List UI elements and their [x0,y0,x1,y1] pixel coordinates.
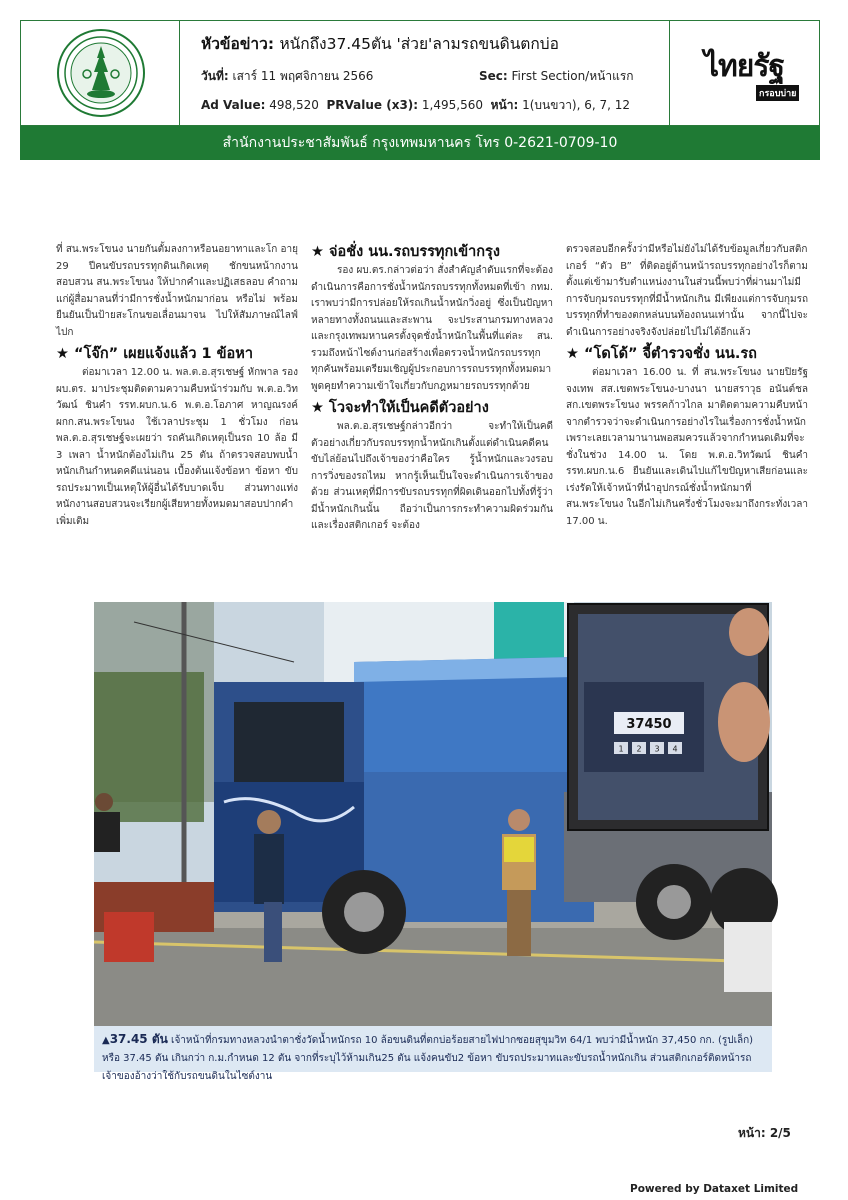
office-bar: สำนักงานประชาสัมพันธ์ กรุงเทพมหานคร โทร 0-2621-0709-10 [20,126,820,160]
paragraph: ตรวจสอบอีกครั้งว่ามีหรือไม่ยังไม่ได้รับข้อมูลเกี่ยวกับสติกเกอร์ “ตัว B” ที่ติดอยู่ด้านหน้ารถบรรทุกอย่างไรก็ตามตั้งแต่เข้ามารับตำแหน่งงานในส่วนนี้พบว่าที่ผ่านมาไม่มีการจับกุมรถบรรทุกที่มีน้ำหนักเกิน มีเพียงแต่การจับกุมรถบรรทุกที่ทำของตกหล่นบนท้องถนนเท่านั้น จากนี้ไปจะดำเนินการอย่างจริงจังปล่อยไปไม่ได้อีกแล้ว [566,244,808,338]
article-body [56,242,808,592]
newspaper-logo: ไทยรัฐ [703,49,785,84]
keypad-key: 3 [654,744,660,754]
edition-badge: กรอบบ่าย [756,85,799,101]
keypad-key: 2 [636,744,642,754]
article-info [179,21,669,125]
date-row: วันที่: เสาร์ 11 พฤศจิกายน 2566 [201,69,374,83]
headline: หัวข้อข่าว: หนักถึง37.45ตัน 'ส่วย'ลามรถขนดินตกบ่อ [201,35,559,53]
value-row: Ad Value: 498,520 PRValue (x3): 1,495,560 หน้า: 1(บนขวา), 6, 7, 12 [201,98,631,112]
paragraph: พล.ต.อ.สุรเชษฐ์กล่าวอีกว่า จะทำให้เป็นคดีตัวอย่างเกี่ยวกับรถบรรทุกน้ำหนักเกินตั้งแต่ดำเนินคดีคนขับไล่ย้อนไปถึงเจ้าของว่าคือใคร รู้น้ำหนักและวงรอบการวิ่งของรถไหม หากรู้เห็นเป็นใจจะดำเนินการเจ้าของด้วย ส่วนเหตุที่มีการขับรถบรรทุกที่ผิดเดินออกไปทั้งที่รู้ว่ามีน้ำหนักเกินนั้น ถือว่าเป็นการกระทำความผิดร่วมกันและเรื่องสติกเกอร์ จะต้อง [311,421,553,531]
page-indicator: หน้า: 2/5 [738,1126,791,1140]
news-photo [94,602,772,1026]
subheading: ★ โวจะทำให้เป็นคดีตัวอย่าง [311,400,489,416]
keypad-key: 4 [672,744,678,754]
paragraph: ต่อมาเวลา 12.00 น. พล.ต.อ.สุรเชษฐ์ หักพาล รอง ผบ.ตร. มาประชุมติดตามความคืบหน้าร่วมกับ พ.ต.อ.วิทวัฒน์ ชินคำ รรท.ผบก.น.6 พ.ต.อ.โอภาศ หาญณรงค์ ผกก.สน.พระโขนง ใช้เวลาประชุม 1 ชั่วโมง ก่อน พล.ต.อ.สุรเชษฐ์จะเผยว่า รถคันเกิดเหตุเป็นรถ 10 ล้อ มี 3 เพลา น้ำหนักต้องไม่เกิน 25 ตัน ถ้าตรวจสอบพบน้ำหนักเกินกำหนดคดีแน่นอน เบื้องต้นแจ้งข้อหา ข้อหา ขับรถประมาทเป็นเหตุให้ผู้อื่นได้รับบาดเจ็บ ส่วนทางแท่งหนักงานสอบสวนจะเรียกผู้เสียหายทั้งหมดมาสอบปากคำเพิ่มเติม [56,367,298,527]
bangkok-seal-icon [56,28,146,118]
caption-lead: 37.45 ตัน [109,1032,168,1046]
truck-scene-illustration [94,602,772,1026]
paragraph: ที่ สน.พระโขนง นายกันตั้มลงกาหรือนอยาทาและโก อายุ 29 ปีคนขับรถบรรทุกดินเกิดเหตุ ชักขนหน้ากงาน สอบสวน สน.พระโขนง ให้ปากคำและปฏิเสธลอบ คำถามแก่ผู้สื่อมาลนที่ว่ามีการชั่งน้ำหนักมาก่อน หรือไม่ พร้อมยืนยันเป็นป้ายสะโกนขอเลื่อนมาจน ไปให้สัมภาษณ์ไลฟ์ไปก [56,244,298,338]
subheading: ★ “โดโด้” จี้ตำรวจชั่ง นน.รถ [566,346,757,362]
powered-by: Powered by Dataxet Limited [630,1183,799,1195]
scale-reading: 37450 [626,717,672,732]
logo-cell [21,21,180,125]
subheading: ★ “โจ๊ก” เผยแจ้งแล้ว 1 ข้อหา [56,346,253,362]
photo-caption: ▲37.45 ตัน เจ้าหน้าที่กรมทางหลวงนำตาชั่งวัดน้ำหนักรถ 10 ล้อขนดินที่ตกบ่อร้อยสายไฟปากซอยสุขุมวิท 64/1 พบว่ามีน้ำหนัก 37,450 กก. (รูปเล็ก) หรือ 37.45 ตัน เกินกว่า ก.ม.กำหนด 12 ตัน จากที่ระบุไว้ห้ามเกิน25 ตัน แจ้งคนขับ2 ข้อหา ขับรถประมาทและขับรถน้ำหนักเกิน ส่วนสติกเกอร์ติดหน้ารถเจ้าของอ้างว่าใช้กับรถขนดินในไซต์งาน [94,1026,772,1072]
caption-text: เจ้าหน้าที่กรมทางหลวงนำตาชั่งวัดน้ำหนักรถ 10 ล้อขนดินที่ตกบ่อร้อยสายไฟปากซอยสุขุมวิท 64/1 พบว่ามีน้ำหนัก 37,450 กก. (รูปเล็ก) หรือ 37.45 ตัน เกินกว่า ก.ม.กำหนด 12 ตัน จากที่ระบุไว้ห้ามเกิน25 ตัน แจ้งคนขับ2 ข้อหา ขับรถประมาทและขับรถน้ำหนักเกิน ส่วนสติกเกอร์ติดหน้ารถเจ้าของอ้างว่าใช้กับรถขนดินในไซต์งาน [102,1035,754,1082]
newspaper-brand [669,21,820,125]
article-column-1 [56,242,298,530]
clipping-header [20,20,820,126]
article-column-2 [311,242,553,535]
keypad-key: 1 [618,744,624,754]
subheading: ★ จ่อชั่ง นน.รถบรรทุกเข้ากรุง [311,244,500,260]
paragraph: รอง ผบ.ตร.กล่าวต่อว่า สั่งสำคัญลำดับแรกที่จะต้องดำเนินการคือการชั่งน้ำหนักรถบรรทุกทั้งหมดที่เข้า กทม. เราพบว่ามีการปล่อยให้รถเกินน้ำหนักวิ่งอยู่ ซึ่งเป็นปัญหาหลายทางทั้งถนนและสะพาน จะประสานกรมทางหลวงและกรุงเทพมหานครตั้งจุดชั่งน้ำหนักในพื้นที่แต่ละ สน. รวมถึงหน้าไซต์งานก่อสร้างเพื่อตรวจน้ำหนักรถบรรทุกทุกคันพร้อมเตรียมเชิญผู้ประกอบการรถบรรทุกทั้งหมดมาพูดคุยทำความเข้าใจเกี่ยวกับกฎหมายรถบรรทุกด้วย [311,265,553,392]
paragraph: ต่อมาเวลา 16.00 น. ที่ สน.พระโขนง นายปิยรัฐ จงเทพ สส.เขตพระโขนง-บางนา นายสราวุธ อนันต์ชล สก.เขตพระโขนง พรรคก้าวไกล มาติดตามความคืบหน้าจากตำรวจว่าจะดำเนินการอย่างไรในเรื่องการชั่งน้ำหนัก เพราะเลยเวลามานานพอสมควรแล้วจากกำหนดเดิมที่จะชั่งในช่วง 14.00 น. โดย พ.ต.อ.วิทวัฒน์ ชินคำ รรท.ผบก.น.6 ยืนยันและเดินไปแก้ไขปัญหาเสียก่อนและเร่งรัดให้เจ้าหน้าที่นำอุปกรณ์ชั่งน้ำหนักมาที่ สน.พระโขนง ในอีกไม่เกินครึ่งชั่วโมงจะมาถึงกระทั่งเวลา 17.00 น. [566,367,808,527]
section-info: Sec: First Section/หน้าแรก [479,69,634,83]
article-column-3 [566,242,808,530]
